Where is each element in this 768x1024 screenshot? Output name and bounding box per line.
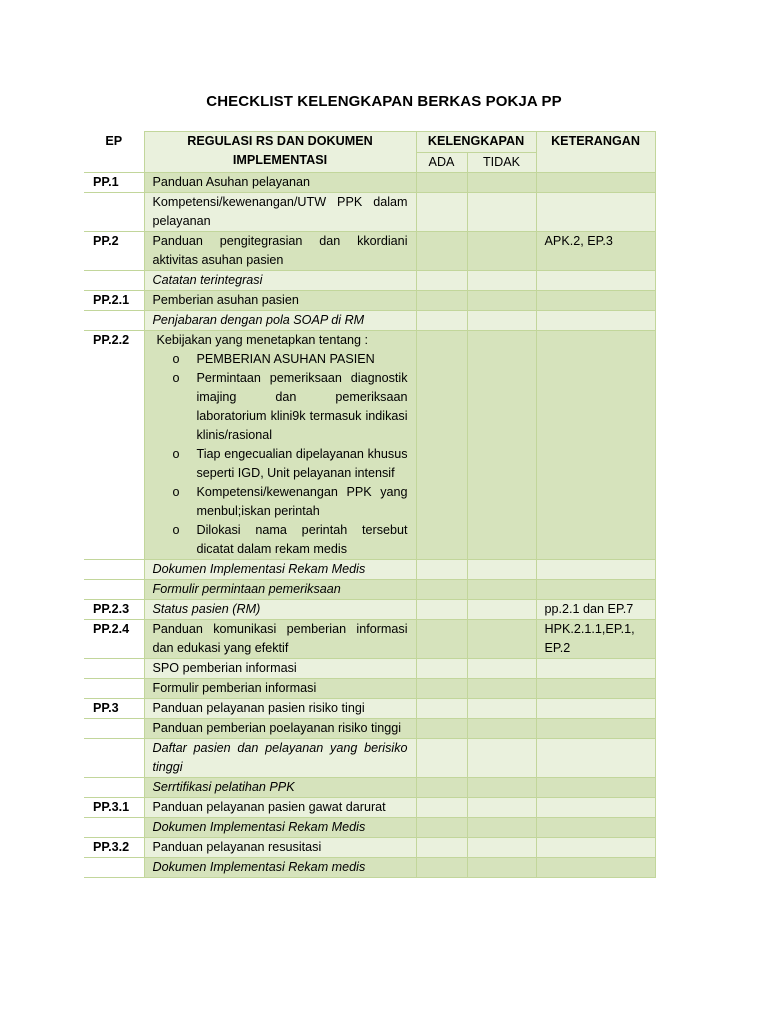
table-row — [84, 778, 655, 798]
row-tidak — [467, 679, 536, 699]
row-keterangan — [536, 193, 655, 232]
table-row — [84, 311, 655, 331]
row-keterangan — [536, 798, 655, 818]
row-ada — [416, 818, 467, 838]
row-ep: PP.1 — [84, 173, 144, 193]
row-ep — [84, 271, 144, 291]
row-ep — [84, 580, 144, 600]
row-ep — [84, 818, 144, 838]
row-tidak — [467, 719, 536, 739]
row-document: Penjabaran dengan pola SOAP di RM — [144, 311, 416, 331]
table-row — [84, 739, 655, 778]
row-ep — [84, 719, 144, 739]
row-ada — [416, 173, 467, 193]
row-document: Panduan pelayanan resusitasi — [144, 838, 416, 858]
list-item-text: Permintaan pemeriksaan diagnostik imajing dan pemeriksaan laboratorium klini9k termasuk indikasi klinis/rasional — [196, 371, 408, 442]
row-keterangan: APK.2, EP.3 — [536, 232, 655, 271]
table-row — [84, 699, 655, 719]
table-row — [84, 719, 655, 739]
row-tidak — [467, 331, 536, 560]
table-row — [84, 659, 655, 679]
row-document — [144, 331, 416, 560]
row-document: Formulir permintaan pemeriksaan — [144, 580, 416, 600]
row-keterangan: HPK.2.1.1,EP.1, EP.2 — [536, 620, 655, 659]
row-ada — [416, 679, 467, 699]
row-tidak — [467, 600, 536, 620]
header-tidak: TIDAK — [467, 153, 536, 173]
row-document: Panduan Asuhan pelayanan — [144, 173, 416, 193]
row-keterangan — [536, 719, 655, 739]
header-keterangan: KETERANGAN — [536, 132, 655, 173]
row-ada — [416, 620, 467, 659]
row-ep — [84, 311, 144, 331]
row-ada — [416, 798, 467, 818]
row-document: Panduan pelayanan pasien gawat darurat — [144, 798, 416, 818]
table-row — [84, 620, 655, 659]
page-title: CHECKLIST KELENGKAPAN BERKAS POKJA PP — [206, 93, 562, 110]
table-row — [84, 193, 655, 232]
row-ada — [416, 838, 467, 858]
row-keterangan — [536, 173, 655, 193]
header-regulasi: REGULASI RS DAN DOKUMEN IMPLEMENTASI — [144, 132, 416, 173]
list-item-text: Tiap engecualian dipelayanan khusus seperti IGD, Unit pelayanan intensif — [196, 447, 408, 480]
checklist-table — [84, 131, 656, 878]
list-item — [173, 445, 408, 483]
header-kelengkapan: KELENGKAPAN — [416, 132, 536, 153]
row-keterangan — [536, 838, 655, 858]
bullet-list — [153, 350, 408, 559]
row-tidak — [467, 699, 536, 719]
list-item-text: Kompetensi/kewenangan PPK yang menbul;iskan perintah — [196, 485, 408, 518]
table-row — [84, 679, 655, 699]
row-tidak — [467, 798, 536, 818]
row-ada — [416, 291, 467, 311]
row-keterangan — [536, 699, 655, 719]
row-ep — [84, 778, 144, 798]
row-ada — [416, 580, 467, 600]
row-ep: PP.2.3 — [84, 600, 144, 620]
row-ada — [416, 739, 467, 778]
row-ep: PP.2 — [84, 232, 144, 271]
row-ada — [416, 560, 467, 580]
table-row — [84, 580, 655, 600]
row-ep — [84, 858, 144, 878]
list-item — [173, 369, 408, 445]
row-ep: PP.3.1 — [84, 798, 144, 818]
row-ep — [84, 739, 144, 778]
row-tidak — [467, 838, 536, 858]
table-row — [84, 858, 655, 878]
row-keterangan — [536, 331, 655, 560]
row-keterangan — [536, 311, 655, 331]
row-document: Catatan terintegrasi — [144, 271, 416, 291]
row-ada — [416, 600, 467, 620]
row-ada — [416, 659, 467, 679]
row-keterangan — [536, 291, 655, 311]
row-ada — [416, 858, 467, 878]
row-ep — [84, 659, 144, 679]
row-document: Panduan pengitegrasian dan kkordiani aktivitas asuhan pasien — [144, 232, 416, 271]
table-row — [84, 838, 655, 858]
row-document-text: Kebijakan yang menetapkan tentang : — [156, 333, 368, 347]
row-tidak — [467, 560, 536, 580]
row-tidak — [467, 271, 536, 291]
row-keterangan — [536, 679, 655, 699]
row-document: Panduan komunikasi pemberian informasi dan edukasi yang efektif — [144, 620, 416, 659]
bullet-icon: o — [172, 523, 180, 537]
list-item — [173, 350, 408, 369]
row-ada — [416, 778, 467, 798]
row-tidak — [467, 659, 536, 679]
table-row — [84, 173, 655, 193]
row-tidak — [467, 291, 536, 311]
row-ep: PP.3.2 — [84, 838, 144, 858]
header-ada: ADA — [416, 153, 467, 173]
row-document: Formulir pemberian informasi — [144, 679, 416, 699]
row-ada — [416, 699, 467, 719]
row-document: Dokumen Implementasi Rekam medis — [144, 858, 416, 878]
list-item — [173, 521, 408, 559]
bullet-icon: o — [172, 447, 180, 461]
row-tidak — [467, 620, 536, 659]
header-ep: EP — [84, 132, 144, 173]
row-ep — [84, 560, 144, 580]
row-ada — [416, 271, 467, 291]
row-ada — [416, 331, 467, 560]
row-tidak — [467, 193, 536, 232]
list-item-text: Dilokasi nama perintah tersebut dicatat dalam rekam medis — [196, 523, 408, 556]
table-row — [84, 271, 655, 291]
row-document: Panduan pemberian poelayanan risiko tinggi — [144, 719, 416, 739]
row-keterangan — [536, 778, 655, 798]
table-row — [84, 818, 655, 838]
row-tidak — [467, 739, 536, 778]
row-document: Daftar pasien dan pelayanan yang berisiko tinggi — [144, 739, 416, 778]
row-tidak — [467, 818, 536, 838]
row-ep: PP.2.1 — [84, 291, 144, 311]
row-ada — [416, 232, 467, 271]
row-tidak — [467, 778, 536, 798]
table-row — [84, 798, 655, 818]
row-ep — [84, 193, 144, 232]
row-document: Kompetensi/kewenangan/UTW PPK dalam pelayanan — [144, 193, 416, 232]
row-ada — [416, 719, 467, 739]
row-keterangan: pp.2.1 dan EP.7 — [536, 600, 655, 620]
row-ada — [416, 193, 467, 232]
table-row — [84, 560, 655, 580]
table-row — [84, 331, 655, 560]
bullet-icon: o — [172, 371, 180, 385]
row-keterangan — [536, 580, 655, 600]
row-tidak — [467, 580, 536, 600]
row-keterangan — [536, 560, 655, 580]
row-ep: PP.2.2 — [84, 331, 144, 560]
table-row — [84, 600, 655, 620]
list-item-text: PEMBERIAN ASUHAN PASIEN — [196, 352, 375, 366]
row-document: Serrtifikasi pelatihan PPK — [144, 778, 416, 798]
row-document: Dokumen Implementasi Rekam Medis — [144, 560, 416, 580]
row-keterangan — [536, 858, 655, 878]
row-document: Pemberian asuhan pasien — [144, 291, 416, 311]
bullet-icon: o — [172, 485, 180, 499]
row-ep: PP.3 — [84, 699, 144, 719]
row-document: SPO pemberian informasi — [144, 659, 416, 679]
row-tidak — [467, 311, 536, 331]
table-row — [84, 232, 655, 271]
list-item — [173, 483, 408, 521]
row-tidak — [467, 858, 536, 878]
table-row — [84, 291, 655, 311]
row-keterangan — [536, 818, 655, 838]
row-document: Status pasien (RM) — [144, 600, 416, 620]
row-tidak — [467, 173, 536, 193]
row-keterangan — [536, 271, 655, 291]
bullet-icon: o — [172, 352, 180, 366]
row-document: Panduan pelayanan pasien risiko tingi — [144, 699, 416, 719]
row-document: Dokumen Implementasi Rekam Medis — [144, 818, 416, 838]
row-ep: PP.2.4 — [84, 620, 144, 659]
row-ep — [84, 679, 144, 699]
row-tidak — [467, 232, 536, 271]
row-keterangan — [536, 739, 655, 778]
row-keterangan — [536, 659, 655, 679]
row-ada — [416, 311, 467, 331]
